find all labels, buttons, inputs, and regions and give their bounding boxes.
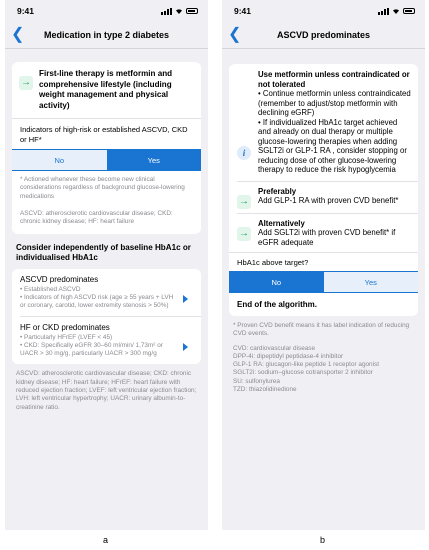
arrow-right-icon: → — [21, 77, 31, 88]
option-hf-ckd-line-2: • CKD: Specifically eGFR 30–60 ml/min/ 1,73m² or UACR > 30 mg/g, particularly UACR > 300 mg/g — [20, 341, 163, 358]
caption-a: a — [103, 535, 109, 545]
alternatively-row — [229, 214, 418, 253]
option-ascvd-line-1: • Established ASCVD — [20, 285, 81, 293]
status-time: 9:41 — [234, 6, 252, 16]
option-ascvd-line-2: • Indicators of high ASCVD risk (age ≥ 55 years + LVH or coronary, carotid, lower extremity stenosis > 50%) — [20, 293, 174, 310]
metformin-row — [229, 64, 418, 181]
status-icons — [161, 8, 198, 15]
hba1c-toggle[interactable] — [229, 271, 418, 293]
abbrev-item: SU: sulfonylurea — [233, 377, 280, 385]
status-bar — [5, 0, 208, 22]
option-hf-ckd-line-1: • Particularly HFrEF (LVEF < 45) — [20, 333, 113, 341]
nav-bar — [222, 22, 425, 49]
signal-icon — [161, 8, 172, 15]
bottom-abbreviations: ASCVD: atherosclerotic cardiovascular disease; CKD: chronic kidney disease; HF: heart failure; HFrEF: heart failure with reduced ejection fraction; LVEF: left ventricular ejection fraction; LVH: left ventricular hypertrophy; UACR: urinary albumin-to-creatinine ratio. — [16, 370, 197, 411]
page-title: ASCVD predominates — [276, 30, 371, 40]
wifi-icon — [175, 8, 183, 14]
recommendation-card — [229, 64, 418, 316]
status-icons — [378, 8, 415, 15]
phone-screen-b — [222, 0, 425, 530]
preferably-heading: Preferably — [258, 186, 297, 196]
hba1c-question: HbA1c above target? — [237, 258, 309, 267]
abbreviations: ASCVD: atherosclerotic cardiovascular disease; CKD: chronic kidney disease; HF: heart failure — [20, 210, 173, 226]
signal-icon — [378, 8, 389, 15]
back-chevron-icon[interactable]: ❮ — [11, 26, 25, 43]
options-card — [12, 269, 201, 365]
option-ascvd-title: ASCVD predominates — [20, 274, 99, 284]
metformin-line-2: • If individualized HbA1c target achieved and already on dual therapy or multiple glucose-lowering therapies when adding SGLT2i or GLP-1 RA , consider stopping or reducing dose of other glucose-lowering therapy to reduce the risk hypoglycemia — [258, 117, 407, 174]
preferably-row — [229, 182, 418, 213]
metformin-heading: Use metformin unless contraindicated or not tolerated — [258, 70, 410, 89]
footnote: * Proven CVD benefit means it has label indication of reducing CVD events. — [233, 322, 410, 338]
abbrev-item: SGLT2i: sodium–glucose cotransporter 2 inhibitor — [233, 369, 373, 377]
abbrev-item: CVD: cardiovascular disease — [233, 344, 316, 352]
wifi-icon — [392, 8, 400, 14]
yes-button[interactable]: Yes — [324, 272, 419, 292]
abbrev-item: TZD: thiazolidinedione — [233, 386, 297, 394]
metformin-line-1: • Continue metformin unless contraindicated (remember to adjust/stop metformin with declining eGRF) — [258, 89, 411, 117]
caption-b: b — [320, 535, 326, 545]
no-button[interactable]: No — [12, 150, 107, 170]
option-ascvd[interactable] — [12, 269, 201, 316]
nav-bar — [5, 22, 208, 49]
abbrev-item: DPP-4i: dipeptidyl peptidase-4 inhibitor — [233, 352, 344, 360]
battery-icon — [403, 8, 415, 14]
info-icon: i — [237, 146, 251, 160]
yes-button[interactable]: Yes — [107, 150, 202, 170]
alternatively-text: Add SGLT2i with proven CVD benefit* if eGFR adequate — [258, 228, 396, 247]
page-title: Medication in type 2 diabetes — [43, 30, 170, 40]
arrow-right-icon: → — [239, 195, 249, 207]
footnote: * Actioned whenever these become new clinical considerations regardless of background glucose-lowering medications — [20, 176, 185, 200]
abbrev-item: GLP-1 RA: glucagon-like peptide 1 receptor agonist — [233, 361, 380, 369]
status-bar — [222, 0, 425, 22]
status-time: 9:41 — [17, 6, 35, 16]
end-text: End of the algorithm. — [237, 300, 317, 309]
abbreviation-list — [222, 339, 425, 395]
preferably-text: Add GLP-1 RA with proven CVD benefit* — [258, 196, 399, 205]
arrow-right-icon: → — [239, 227, 249, 239]
yes-no-toggle[interactable] — [12, 149, 201, 171]
alternatively-heading: Alternatively — [258, 218, 305, 228]
phone-screen-a — [5, 0, 208, 530]
question-text: Indicators of high-risk or established ASCVD, CKD or HF* — [20, 125, 188, 144]
first-line-text: First-line therapy is metformin and comprehensive lifestyle (including weight management and physical activity) — [39, 69, 173, 110]
battery-icon — [186, 8, 198, 14]
no-button[interactable]: No — [229, 272, 324, 292]
therapy-card — [12, 62, 201, 234]
play-arrow-icon — [183, 343, 193, 351]
back-chevron-icon[interactable]: ❮ — [228, 26, 242, 43]
option-hf-ckd-title: HF or CKD predominates — [20, 322, 110, 332]
option-hf-ckd[interactable] — [12, 317, 201, 365]
play-arrow-icon — [183, 295, 193, 303]
first-line-row — [12, 62, 201, 118]
section-heading: Consider independently of baseline HbA1c or individualised HbA1c — [16, 242, 191, 263]
